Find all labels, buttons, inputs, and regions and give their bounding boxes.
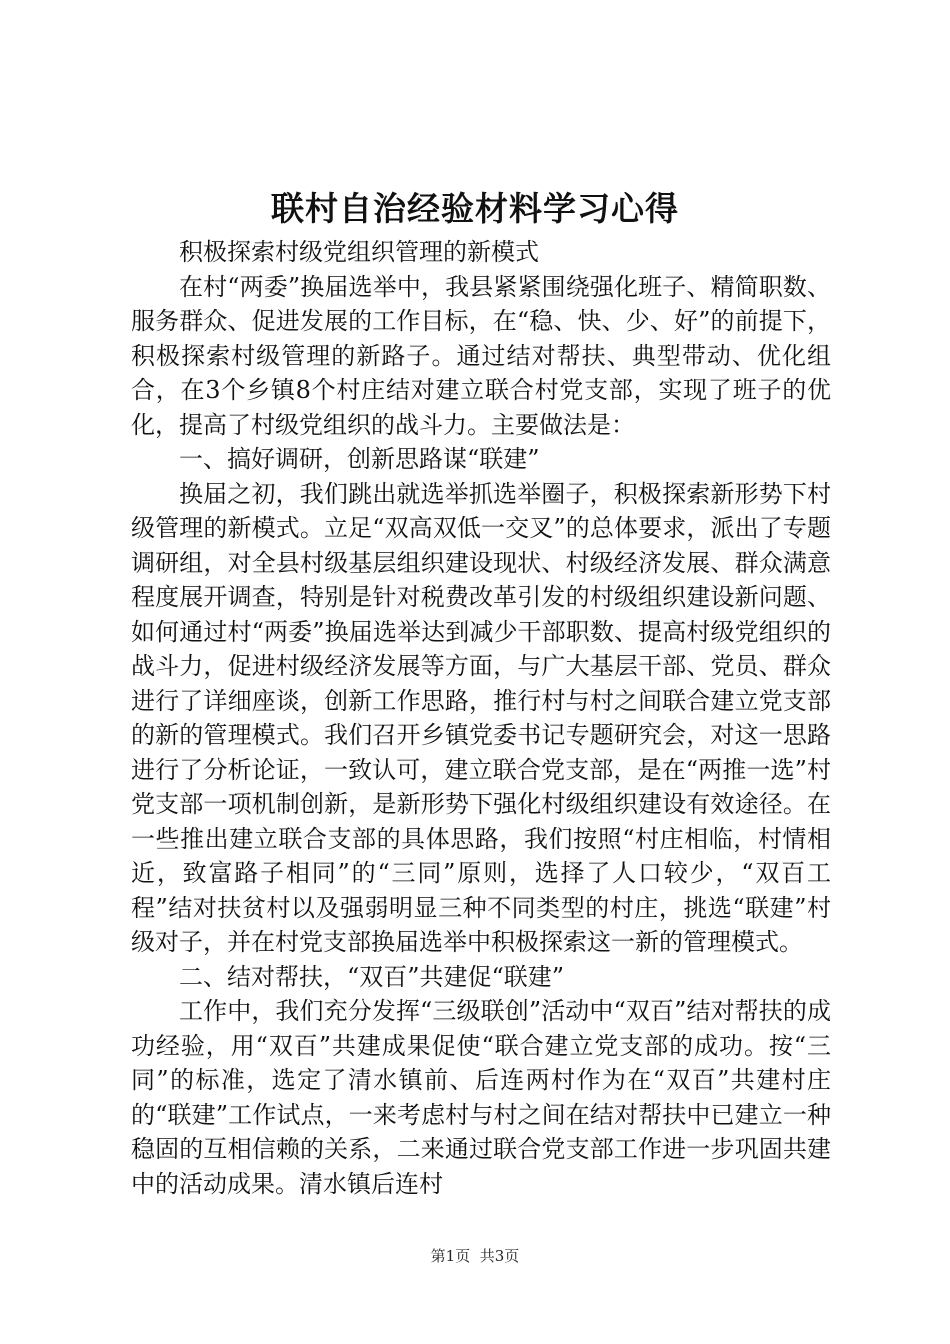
paragraph-section-1: 换届之初，我们跳出就选举抓选举圈子，积极探索新形势下村级管理的新模式。立足“双高双低一交叉”的总体要求，派出了专题调研组，对全县村级基层组织建设现状、村级经济发展、群众满意程度展开调查，特别是针对税费改革引发的村级组织建设新问题、如何通过村“两委”换届选举达到减少干部职数、提高村级党组织的战斗力，促进村级经济发展等方面，与广大基层干部、党员、群众进行了详细座谈，创新工作思路，推行村与村之间联合建立党支部的新的管理模式。我们召开乡镇党委书记专题研究会，对这一思路进行了分析论证，一致认可，建立联合党支部，是在“两推一选”村党支部一项机制创新，是新形势下强化村级组织建设有效途径。在一些推出建立联合支部的具体思路，我们按照“村庄相临，村情相近，致富路子相同”的“三同”原则，选择了人口较少，“双百工程”结对扶贫村以及强弱明显三种不同类型的村庄，挑选“联建”村级对子，并在村党支部换届选举中积极探索这一新的管理模式。 (131, 479, 831, 956)
paragraph-section-2: 工作中，我们充分发挥“三级联创”活动中“双百”结对帮扶的成功经验，用“双百”共建成果促使“联合建立党支部的成功。按“三同”的标准，选定了清水镇前、后连两村作为在“双百”共建村庄的“联建”工作试点，一来考虑村与村之间在结对帮扶中已建立一种稳固的互相信赖的关系，二来通过联合党支部工作进一步巩固共建中的活动成果。清水镇后连村 (131, 997, 831, 1198)
section-heading-2: 二、结对帮扶，“双百”共建促“联建” (179, 962, 565, 991)
page-number: 第1页 (430, 1247, 471, 1265)
document-subtitle: 积极探索村级党组织管理的新模式 (179, 238, 539, 266)
section-heading-1: 一、搞好调研，创新思路谋“联建” (179, 445, 540, 473)
document-title: 联村自治经验材料学习心得 (271, 189, 679, 228)
page-footer (0, 1246, 950, 1266)
document-body (131, 235, 831, 1201)
page-total: 共3页 (479, 1247, 520, 1265)
paragraph-intro: 在村“两委”换届选举中，我县紧紧围绕强化班子、精简职数、服务群众、促进发展的工作目标，在“稳、快、少、好”的前提下，积极探索村级管理的新路子。通过结对帮扶、典型带动、优化组合，在3个乡镇8个村庄结对建立联合村党支部，实现了班子的优化，提高了村级党组织的战斗力。主要做法是： (131, 272, 831, 439)
